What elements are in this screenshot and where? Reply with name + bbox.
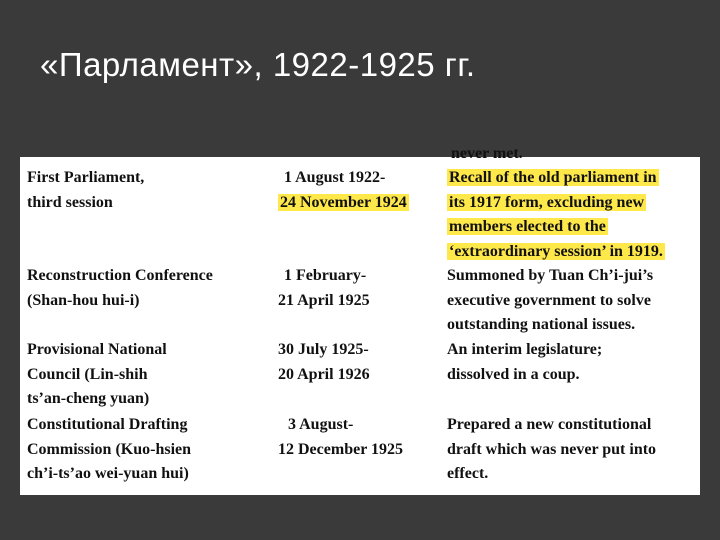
body-name <box>27 264 277 313</box>
body-name <box>27 413 277 487</box>
note-line: An interim legislature; <box>447 341 603 358</box>
session-date-line: 1 August 1922- <box>284 169 386 186</box>
scanned-table <box>20 145 700 495</box>
note-line: dissolved in a coup. <box>447 365 580 383</box>
session-date-line: 20 April 1926 <box>278 365 370 383</box>
cutoff-text: never met. <box>451 145 523 162</box>
session-dates <box>278 413 448 462</box>
body-name-line: Constitutional Drafting <box>27 416 188 433</box>
session-dates <box>278 338 448 387</box>
note-line: outstanding national issues. <box>447 316 636 333</box>
highlighted-note-line: its 1917 form, excluding new <box>449 193 645 211</box>
session-date-line: 1 February- <box>284 267 367 284</box>
body-name <box>27 338 277 412</box>
body-name-line: First Parliament, <box>27 169 145 186</box>
body-name-line: ts’an-cheng yuan) <box>27 390 150 407</box>
note-line: Summoned by Tuan Ch’i-jui’s <box>447 267 654 284</box>
session-dates <box>278 166 448 215</box>
note-line: effect. <box>447 465 489 482</box>
session-date-line: 3 August- <box>288 416 354 433</box>
session-date-line: 21 April 1925 <box>278 291 370 309</box>
body-name-line: ch’i-ts’ao wei-yuan hui) <box>27 465 189 482</box>
body-name-line: Council (Lin-shih <box>27 365 148 383</box>
session-notes <box>447 338 700 387</box>
note-line: executive government to solve <box>447 291 651 309</box>
body-name-line: Provisional National <box>27 341 167 358</box>
body-name-line: third session <box>27 193 113 211</box>
body-name-line: (Shan-hou hui-i) <box>27 291 140 309</box>
highlighted-note-line: members elected to the <box>449 218 606 235</box>
highlighted-note-line: ‘extraordinary session’ in 1919. <box>449 242 663 260</box>
highlighted-date: 24 November 1924 <box>280 193 407 211</box>
session-notes <box>447 166 700 264</box>
session-date-line: 12 December 1925 <box>278 440 403 458</box>
body-name-line: Reconstruction Conference <box>27 267 213 284</box>
body-name-line: Commission (Kuo-hsien <box>27 440 192 458</box>
slide-title: «Парламент», 1922-1925 гг. <box>40 46 476 83</box>
note-line: Prepared a new constitutional <box>447 416 652 433</box>
note-line: draft which was never put into <box>447 440 657 458</box>
session-date-line: 30 July 1925- <box>278 341 369 358</box>
session-dates <box>278 264 448 313</box>
body-name <box>27 166 277 215</box>
session-notes <box>447 264 700 338</box>
highlighted-note-line: Recall of the old parliament in <box>449 169 657 186</box>
session-notes <box>447 413 700 487</box>
